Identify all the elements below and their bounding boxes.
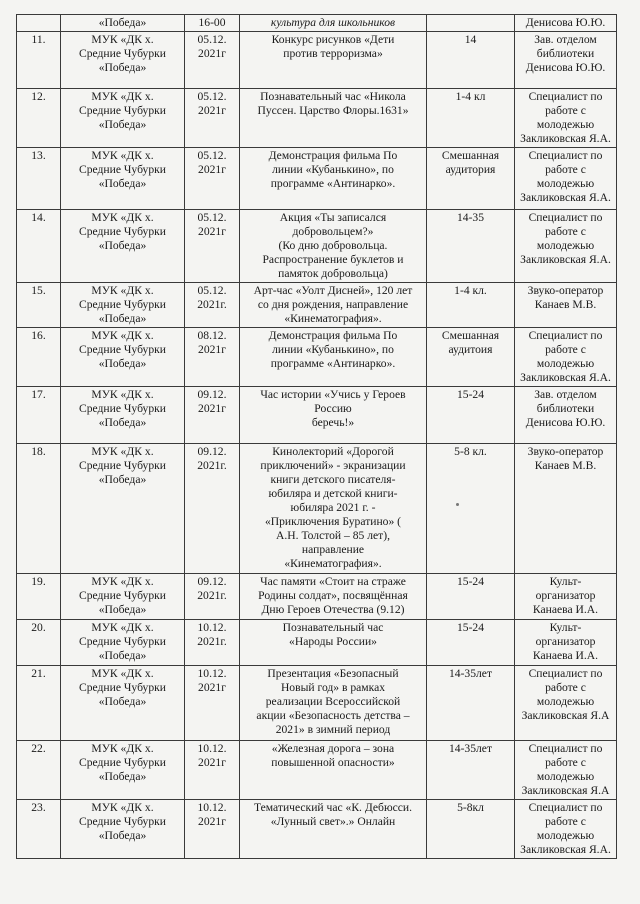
cell-responsible-line: молодежью [536,118,595,131]
cell-responsible [515,283,617,328]
cell-org-line: Средние Чубурки [79,298,166,311]
cell-date [185,444,240,574]
cell-title-line: Демонстрация фильма По [268,149,398,162]
cell-num: 17. [17,387,61,444]
cell-org-line: «Победа» [98,118,147,131]
table-row [17,620,617,666]
cell-org [61,32,185,89]
cell-org [61,283,185,328]
cell-org-line: Средние Чубурки [79,681,166,694]
cell-responsible-line: Денисова Ю.Ю. [525,416,606,429]
cell-responsible-line: Закликовская Я.А. [520,843,611,856]
cell-audience-line: аудитоия [448,343,493,356]
cell-title-line: Познавательный час «Никола [260,90,406,103]
cell-date-line: 2021г [198,756,226,769]
cell-date [185,328,240,387]
cell-title-line: программе «Антинарко». [270,357,396,370]
cell-org [61,800,185,859]
cell-responsible-line: организатор [535,635,596,648]
cell-date [185,741,240,800]
cell-date-line: 2021г [198,163,226,176]
cell-org-line: Средние Чубурки [79,635,166,648]
cell-org-line: «Победа» [98,61,147,74]
cell-responsible-line: работе с [545,681,586,694]
cell-responsible-line: Специалист по [528,211,603,224]
cell-responsible-line: работе с [545,343,586,356]
cell-responsible-line: Закликовская Я.А. [520,132,611,145]
cell-num: 23. [17,800,61,859]
cell-title-line: «Кинематография». [284,557,382,570]
cell-title-line: приключений» - экранизации [260,459,406,472]
cell-date-line: 2021г [198,225,226,238]
cell-responsible-line: Специалист по [528,329,603,342]
cell-org-line: Средние Чубурки [79,589,166,602]
cell-num: 14. [17,210,61,283]
cell-title-line: акции «Безопасность детства – [256,709,410,722]
cell-org-line: «Победа» [98,695,147,708]
cell-audience [427,444,515,574]
cell-title-line: программе «Антинарко». [270,177,396,190]
cell-org-line: МУК «ДК х. [91,149,154,162]
cell-date-line: 10.12. [197,667,227,680]
cell-title-line: Тематический час «К. Дебюсси. [253,801,412,814]
cell-responsible-line: Специалист по [528,801,603,814]
cell-responsible-line: Денисова Ю.Ю. [525,61,606,74]
cell-audience-line: 15-24 [456,388,485,401]
cell-title-line: Родины солдат», посвящённая [258,589,408,602]
cell-responsible [515,666,617,741]
cell-responsible-line: Специалист по [528,742,603,755]
cell-date-line: 2021г [198,47,226,60]
cell-date-line: 09.12. [197,388,227,401]
cell-title-line: Арт-час «Уолт Дисней», 120 лет [253,284,413,297]
cell-audience-line: аудитория [445,163,496,176]
cell-num: 12. [17,89,61,148]
cell-num: 13. [17,148,61,210]
cell-org-line: Средние Чубурки [79,104,166,117]
cell-responsible-line: Зав. отделом [534,33,597,46]
cell-audience-line: 14 [464,33,477,46]
cell-org-line: Средние Чубурки [79,163,166,176]
cell-org-line: МУК «ДК х. [91,90,154,103]
cell-audience [427,89,515,148]
cell-org-line: «Победа» [98,770,147,783]
cell-audience [427,741,515,800]
cell-responsible-line: Канаева И.А. [532,649,599,662]
cell-title [240,620,427,666]
cell-date-line: 2021г [198,681,226,694]
cell-title-line: Час истории «Учись у Героев [260,388,406,401]
cell-audience [427,800,515,859]
cell-responsible-line: организатор [535,589,596,602]
cell-num: 16. [17,328,61,387]
cell-title-line: памяток добровольца) [278,267,388,280]
cell-org-line: МУК «ДК х. [91,284,154,297]
table-row [17,387,617,444]
cell-audience [427,574,515,620]
cell-date-line: 2021г. [197,589,227,602]
cell-org-line: «Победа» [98,357,147,370]
events-table [16,14,617,859]
cell-num: 18. [17,444,61,574]
cell-audience-line: 15-24 [456,575,485,588]
cell-num: 19. [17,574,61,620]
cell-org-line: Средние Чубурки [79,343,166,356]
cell-org-line: МУК «ДК х. [91,742,154,755]
cell-audience-line: Смешанная [441,149,500,162]
cell-title-line: Новый год» в рамках [280,681,386,694]
cell-org-line: «Победа» [98,416,147,429]
cell-org-line: «Победа» [98,829,147,842]
cell-responsible [515,89,617,148]
cell-responsible [515,800,617,859]
cell-date [185,148,240,210]
cell-audience-line: 14-35лет [448,667,493,680]
cell-responsible-line: Канаева И.А. [532,603,599,616]
cell-org-line: Средние Чубурки [79,459,166,472]
cell-org-line: «Победа» [98,312,147,325]
cell-num: 22. [17,741,61,800]
cell-title-line: «Народы России» [289,635,377,648]
cell-date [185,32,240,89]
cell-audience-line: 14-35лет [448,742,493,755]
cell-title-line: против терроризма» [283,47,383,60]
cell-org-line: МУК «ДК х. [91,445,154,458]
cell-responsible-line: молодежью [536,239,595,252]
cell-title [240,89,427,148]
cell-date-line: 05.12. [197,90,227,103]
cell-title-line: Презентация «Безопасный [267,667,399,680]
cell-title-line: «Приключения Буратино» ( [264,515,402,528]
cell-date-line: 05.12. [197,33,227,46]
table-row [17,444,617,574]
cell-responsible-line: Культ- [549,621,582,634]
cell-org [61,741,185,800]
cell-audience [427,283,515,328]
cell-audience-line: 1-4 кл [455,90,486,103]
cell-responsible-line: Звуко-оператор [527,284,604,297]
cell-org-line: МУК «ДК х. [91,388,154,401]
cell-responsible-line: Закликовская Я.А. [520,371,611,384]
cell-date-line: 2021г. [197,298,227,311]
cell-responsible-line: Закликовская Я.А. [520,191,611,204]
table-row [17,800,617,859]
cell-audience [427,620,515,666]
cell-responsible [515,210,617,283]
table-row [17,666,617,741]
table-row [17,283,617,328]
cell-org [61,210,185,283]
cell-title-line: линии «Кубанькино», по [272,343,394,356]
cell-title [240,741,427,800]
cell-num: 21. [17,666,61,741]
cell-audience [427,666,515,741]
cell-audience-line: 5-8кл [457,801,484,814]
cell-date [185,387,240,444]
cell-responsible-line: молодежью [536,177,595,190]
cell-date-line: 09.12. [197,445,227,458]
cell-audience [427,210,515,283]
cell-num: 15. [17,283,61,328]
cell-responsible-line: работе с [545,815,586,828]
cell-title-line: Акция «Ты записался [279,211,387,224]
cell-title-line: «Железная дорога – зона [271,742,395,755]
cell-date-line: 2021г [198,402,226,415]
cell-responsible-line: работе с [545,756,586,769]
cell-title-line: Час памяти «Стоит на страже [260,575,406,588]
cell-org [61,620,185,666]
cell-title: культура для школьников [240,15,427,32]
table-row [17,210,617,283]
cell-date-line: 09.12. [197,575,227,588]
cell-org-line: Средние Чубурки [79,47,166,60]
cell-title-line: 2021» в зимний период [275,723,391,736]
cell-title [240,148,427,210]
cell-date: 16-00 [185,15,240,32]
cell-title-line: Кинолекторий «Дорогой [272,445,394,458]
cell-title-line: Познавательный час [282,621,384,634]
cell-title-line: со дня рождения, направление [257,298,409,311]
cell-responsible-line: молодежью [536,829,595,842]
cell-responsible-line: библиотеки [536,402,595,415]
cell-title [240,387,427,444]
cell-org-line: Средние Чубурки [79,225,166,238]
cell-responsible-line: Специалист по [528,667,603,680]
cell-org-line: МУК «ДК х. [91,667,154,680]
cell-date-line: 10.12. [197,801,227,814]
cell-title-line: направление [301,543,365,556]
cell-responsible-line: Закликовская Я.А [521,784,610,797]
cell-title-line: Пуссен. Царство Флоры.1631» [257,104,409,117]
cell-title-line: юбиляра и детской книги- [268,487,398,500]
cell-date-line: 2021г. [197,459,227,472]
cell-audience-line: 1-4 кл. [454,284,487,297]
table-row [17,148,617,210]
cell-title [240,32,427,89]
scan-dot [456,503,459,506]
cell-title-line: добровольцем?» [292,225,374,238]
events-table-body [17,15,617,859]
cell-audience-line: 15-24 [456,621,485,634]
cell-date-line: 2021г [198,343,226,356]
cell-org: «Победа» [61,15,185,32]
cell-date [185,620,240,666]
cell-responsible-line: молодежью [536,357,595,370]
cell-audience [427,328,515,387]
cell-org [61,328,185,387]
cell-audience-line: Смешанная [441,329,500,342]
cell-responsible [515,741,617,800]
cell-org-line: МУК «ДК х. [91,329,154,342]
cell-org-line: «Победа» [98,473,147,486]
cell-responsible [515,620,617,666]
cell-responsible-line: Специалист по [528,149,603,162]
cell-org-line: Средние Чубурки [79,756,166,769]
cell-responsible-line: Специалист по [528,90,603,103]
cell-date-line: 05.12. [197,211,227,224]
cell-date-line: 10.12. [197,742,227,755]
cell-org-line: МУК «ДК х. [91,621,154,634]
cell-date-line: 2021г [198,104,226,117]
cell-responsible-line: Культ- [549,575,582,588]
cell-org [61,387,185,444]
cell-title-line: Распространение буклетов и [262,253,404,266]
cell-org-line: «Победа» [98,603,147,616]
cell-title-line: юбиляра 2021 г. - [290,501,376,514]
cell-responsible [515,574,617,620]
cell-responsible-line: молодежью [536,770,595,783]
cell-audience [427,148,515,210]
cell-org [61,666,185,741]
cell-title-line: А.Н. Толстой – 85 лет), [276,529,390,542]
cell-title-line: беречь!» [311,416,355,429]
cell-responsible-line: Закликовская Я.А [521,709,610,722]
table-row [17,574,617,620]
cell-title-line: реализации Всероссийской [265,695,401,708]
continuation-row [17,15,617,32]
cell-org-line: «Победа» [98,649,147,662]
cell-responsible [515,444,617,574]
cell-org [61,444,185,574]
cell-date-line: 05.12. [197,149,227,162]
cell-title [240,210,427,283]
table-row [17,328,617,387]
cell-title [240,666,427,741]
cell-title-line: Россию [314,402,352,415]
cell-date-line: 05.12. [197,284,227,297]
cell-audience [427,32,515,89]
table-row [17,89,617,148]
cell-title-line: книги детского писателя- [270,473,396,486]
cell-title [240,283,427,328]
cell-responsible [515,328,617,387]
cell-audience [427,387,515,444]
cell-org [61,89,185,148]
table-row [17,741,617,800]
cell-responsible-line: библиотеки [536,47,595,60]
cell-audience-line: 5-8 кл. [454,445,487,458]
cell-org [61,148,185,210]
cell-responsible-line: работе с [545,163,586,176]
cell-title-line: линии «Кубанькино», по [272,163,394,176]
cell-num: 20. [17,620,61,666]
cell-date [185,574,240,620]
cell-responsible-line: работе с [545,104,586,117]
cell-responsible [515,32,617,89]
cell-num [17,15,61,32]
cell-responsible-line: работе с [545,225,586,238]
cell-title [240,444,427,574]
cell-date-line: 10.12. [197,621,227,634]
cell-org-line: МУК «ДК х. [91,211,154,224]
cell-title [240,328,427,387]
cell-date-line: 2021г [198,815,226,828]
cell-title-line: «Лунный свет».» Онлайн [270,815,396,828]
cell-date [185,89,240,148]
cell-responsible-line: Канаев М.В. [534,298,597,311]
cell-org-line: Средние Чубурки [79,815,166,828]
table-row [17,32,617,89]
cell-date [185,800,240,859]
cell-title-line: Конкурс рисунков «Дети [271,33,395,46]
cell-responsible-line: Зав. отделом [534,388,597,401]
cell-org-line: «Победа» [98,177,147,190]
cell-date-line: 08.12. [197,329,227,342]
cell-date [185,210,240,283]
cell-org [61,574,185,620]
cell-title-line: повышенной опасности» [271,756,395,769]
cell-title-line: Дню Героев Отечества (9.12) [261,603,405,616]
cell-title [240,574,427,620]
cell-responsible-line: Звуко-оператор [527,445,604,458]
cell-responsible: Денисова Ю.Ю. [515,15,617,32]
cell-org-line: «Победа» [98,239,147,252]
cell-responsible [515,387,617,444]
cell-org-line: МУК «ДК х. [91,33,154,46]
cell-date [185,283,240,328]
cell-responsible-line: Канаев М.В. [534,459,597,472]
cell-title-line: Демонстрация фильма По [268,329,398,342]
cell-org-line: МУК «ДК х. [91,575,154,588]
cell-title [240,800,427,859]
cell-date [185,666,240,741]
cell-org-line: Средние Чубурки [79,402,166,415]
cell-num: 11. [17,32,61,89]
cell-audience [427,15,515,32]
cell-responsible-line: молодежью [536,695,595,708]
cell-responsible-line: Закликовская Я.А. [520,253,611,266]
cell-title-line: «Кинематография». [284,312,382,325]
cell-responsible [515,148,617,210]
cell-date-line: 2021г. [197,635,227,648]
cell-org-line: МУК «ДК х. [91,801,154,814]
cell-audience-line: 14-35 [456,211,485,224]
cell-title-line: (Ко дню добровольца. [278,239,388,252]
